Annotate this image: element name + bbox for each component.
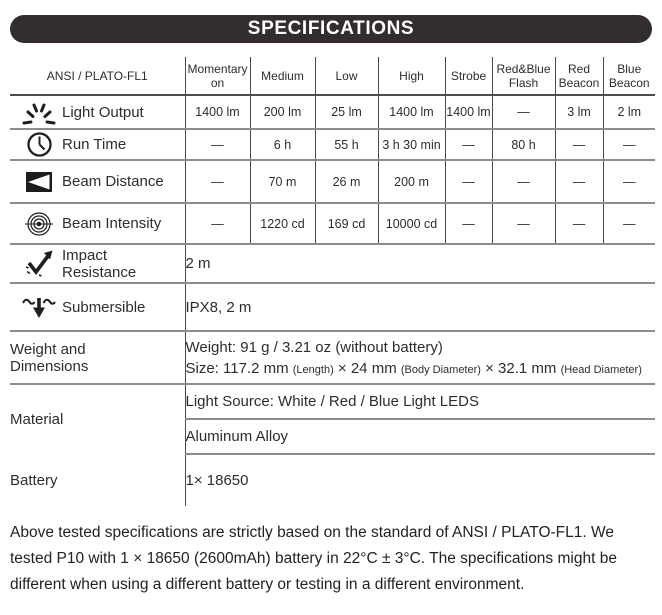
col-header-blue-beacon: Blue Beacon bbox=[603, 57, 655, 95]
table-cell: — bbox=[445, 129, 492, 160]
table-cell: — bbox=[445, 203, 492, 244]
submersible-icon bbox=[16, 294, 62, 320]
spec-row-beam-distance bbox=[10, 160, 655, 203]
table-cell: — bbox=[603, 160, 655, 203]
spec-row-beam-intensity bbox=[10, 203, 655, 244]
spec-row-battery bbox=[10, 454, 655, 506]
row-label-light-output bbox=[10, 95, 185, 129]
table-cell: 169 cd bbox=[315, 203, 378, 244]
col-header-high: High bbox=[378, 57, 445, 95]
col-header-strobe: Strobe bbox=[445, 57, 492, 95]
row-label-text: Run Time bbox=[62, 136, 127, 153]
col-header-low: Low bbox=[315, 57, 378, 95]
submersible-value: IPX8, 2 m bbox=[185, 283, 655, 331]
spec-row-weight-dimensions bbox=[10, 331, 655, 384]
row-label-text: Beam Intensity bbox=[62, 215, 162, 232]
impact-resistance-icon bbox=[16, 250, 62, 278]
col-header-red-beacon: Red Beacon bbox=[555, 57, 603, 95]
row-label-text: Weight and bbox=[10, 340, 86, 358]
table-cell: — bbox=[603, 203, 655, 244]
row-label-text: Dimensions bbox=[10, 357, 89, 375]
table-cell: — bbox=[185, 129, 250, 160]
table-cell: 10000 cd bbox=[378, 203, 445, 244]
material-body-value: Aluminum Alloy bbox=[185, 419, 655, 454]
table-cell: — bbox=[492, 160, 555, 203]
weight-line: Weight: 91 g / 3.21 oz (without battery) bbox=[185, 338, 443, 356]
row-label-impact-resistance bbox=[10, 244, 185, 283]
col-header-red-blue-flash: Red&Blue Flash bbox=[492, 57, 555, 95]
table-cell: — bbox=[492, 95, 555, 129]
standard-label: ANSI / PLATO-FL1 bbox=[10, 57, 185, 95]
col-header-medium: Medium bbox=[250, 57, 315, 95]
size-line: Size: 117.2 mm (Length) × 24 mm (Body Diameter) × 32.1 mm (Head Diameter) bbox=[185, 359, 642, 377]
table-cell: 25 lm bbox=[315, 95, 378, 129]
run-time-icon bbox=[16, 131, 62, 158]
table-cell: 200 m bbox=[378, 160, 445, 203]
table-cell: 3 h 30 min bbox=[378, 129, 445, 160]
table-cell: — bbox=[185, 160, 250, 203]
material-light-source-value: Light Source: White / Red / Blue Light LEDS bbox=[185, 384, 655, 419]
spec-row-impact-resistance bbox=[10, 244, 655, 283]
page-title: SPECIFICATIONS bbox=[247, 18, 415, 39]
footer-note: Above tested specifications are strictly based on the standard of ANSI / PLATO-FL1. We tested P10 with 1 × 18650 (2600mAh) battery in 22°C ± 3°C. The specifications might be different when using a different battery or testing in a different environment. bbox=[10, 524, 617, 593]
row-label-material: Material bbox=[10, 411, 64, 428]
row-label-submersible bbox=[10, 283, 185, 331]
table-cell: — bbox=[555, 203, 603, 244]
row-label-text: Beam Distance bbox=[62, 173, 164, 190]
row-label-beam-distance bbox=[10, 160, 185, 203]
table-cell: 200 lm bbox=[250, 95, 315, 129]
table-cell: 1220 cd bbox=[250, 203, 315, 244]
table-cell: 80 h bbox=[492, 129, 555, 160]
table-cell: 70 m bbox=[250, 160, 315, 203]
spec-row-material-light-source bbox=[10, 384, 655, 419]
table-cell: — bbox=[185, 203, 250, 244]
table-cell: 1400 lm bbox=[185, 95, 250, 129]
row-label-text: Light Output bbox=[62, 103, 144, 121]
table-cell: — bbox=[555, 129, 603, 160]
table-cell: 1400 lm bbox=[445, 95, 492, 129]
col-header-momentary-on: Momentary on bbox=[185, 57, 250, 95]
specifications-table bbox=[10, 57, 655, 506]
row-label-weight-dimensions bbox=[10, 331, 185, 384]
table-cell: — bbox=[603, 129, 655, 160]
row-label-text: Submersible bbox=[62, 298, 146, 316]
weight-dimensions-value bbox=[185, 331, 655, 384]
beam-distance-icon bbox=[16, 171, 62, 193]
row-label-run-time bbox=[10, 129, 185, 160]
table-cell: 6 h bbox=[250, 129, 315, 160]
beam-intensity-icon bbox=[16, 211, 62, 237]
table-cell: — bbox=[445, 160, 492, 203]
row-label-beam-intensity bbox=[10, 203, 185, 244]
battery-value: 1× 18650 bbox=[185, 454, 655, 506]
spec-row-light-output bbox=[10, 95, 655, 129]
light-output-icon bbox=[16, 98, 62, 126]
table-cell: 26 m bbox=[315, 160, 378, 203]
title-bar bbox=[10, 15, 652, 43]
table-header-row bbox=[10, 57, 655, 95]
table-cell: 3 lm bbox=[555, 95, 603, 129]
table-cell: — bbox=[555, 160, 603, 203]
table-cell: 1400 lm bbox=[378, 95, 445, 129]
table-cell: 55 h bbox=[315, 129, 378, 160]
row-label-text: Impact Resistance bbox=[62, 246, 137, 281]
impact-resistance-value: 2 m bbox=[185, 244, 655, 283]
spec-row-submersible bbox=[10, 283, 655, 331]
table-cell: — bbox=[492, 203, 555, 244]
spec-row-run-time bbox=[10, 129, 655, 160]
table-cell: 2 lm bbox=[603, 95, 655, 129]
row-label-battery: Battery bbox=[10, 471, 58, 489]
